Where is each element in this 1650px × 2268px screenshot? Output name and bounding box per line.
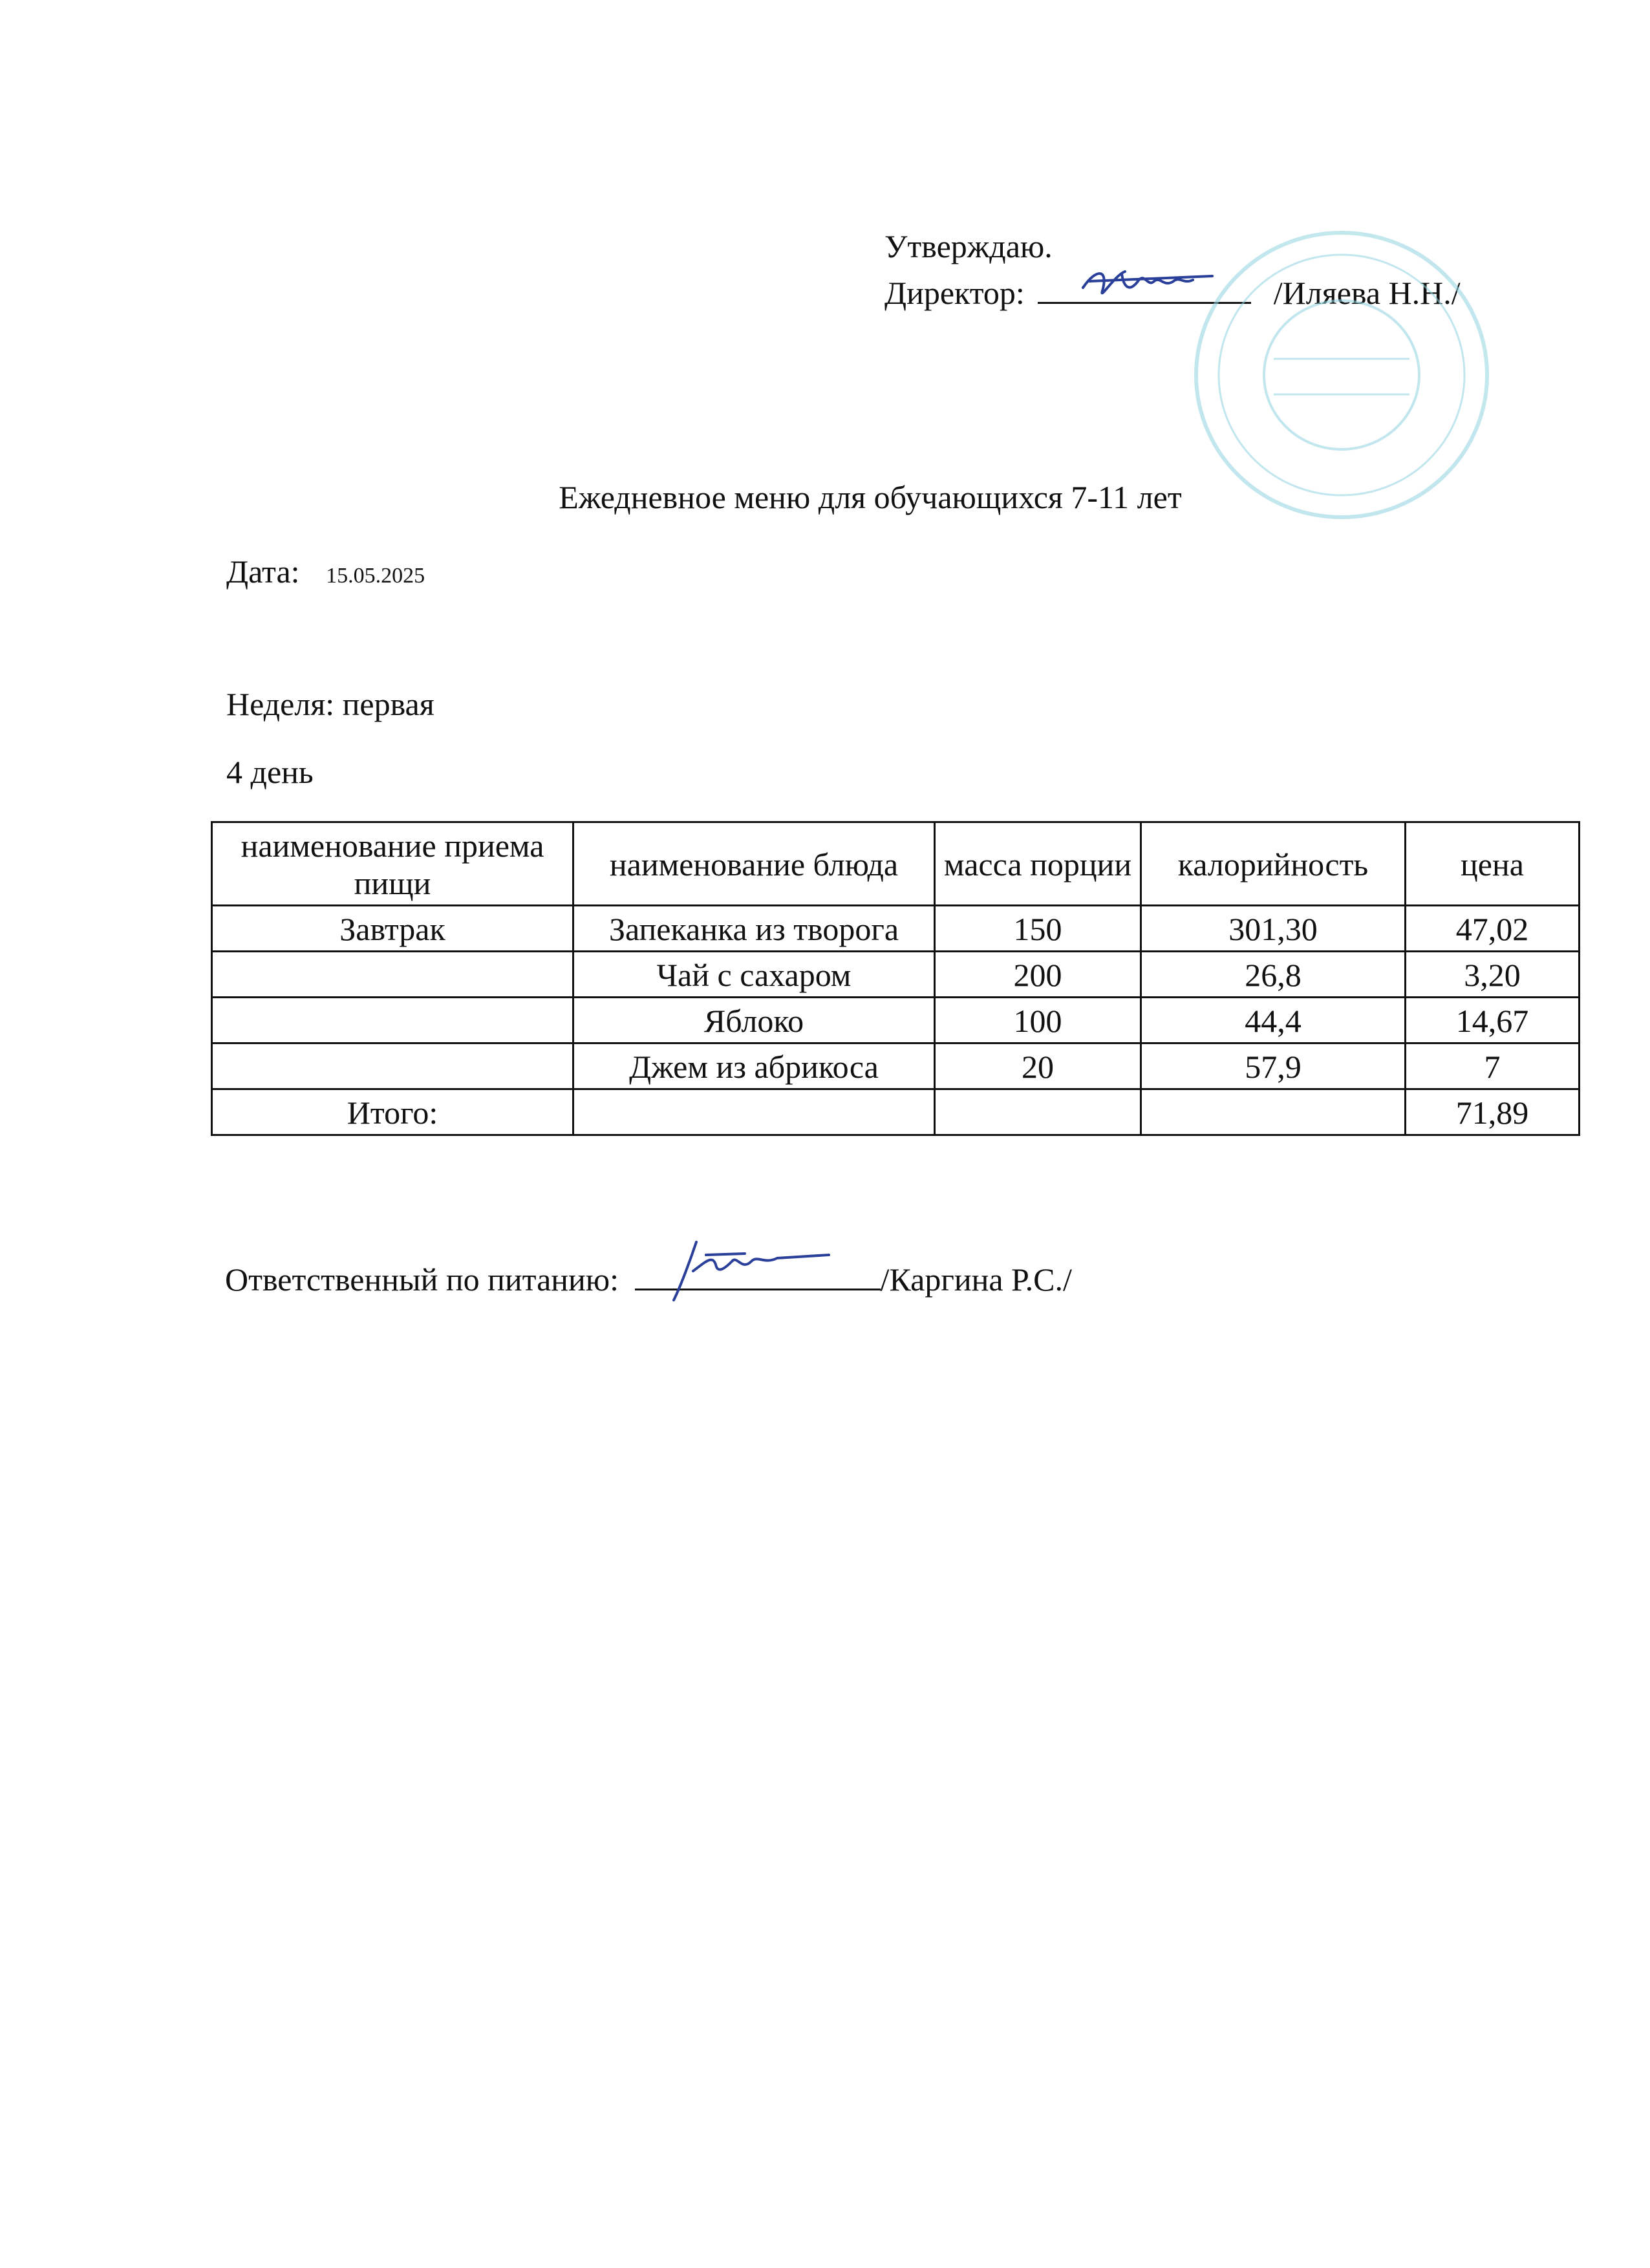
table-row xyxy=(212,906,1580,952)
header-calories: калорийность xyxy=(1141,822,1406,906)
cell-weight: 150 xyxy=(935,906,1141,952)
total-label: Итого: xyxy=(212,1089,573,1135)
cell-weight: 200 xyxy=(935,952,1141,998)
header-weight: масса порции xyxy=(935,822,1141,906)
approval-heading: Утверждаю. xyxy=(884,228,1053,264)
cell-meal xyxy=(212,952,573,998)
cell-dish: Яблоко xyxy=(573,998,935,1043)
week-line: Неделя: первая xyxy=(226,686,434,722)
cell-dish: Запеканка из творога xyxy=(573,906,935,952)
total-calories xyxy=(1141,1089,1406,1135)
table-row xyxy=(212,952,1580,998)
responsible-label: Ответственный по питанию: xyxy=(225,1261,619,1298)
responsible-name: /Каргина Р.С./ xyxy=(880,1261,1072,1298)
table-row xyxy=(212,1043,1580,1089)
table-row xyxy=(212,998,1580,1043)
cell-calories: 301,30 xyxy=(1141,906,1406,952)
date-line xyxy=(226,553,425,590)
cell-price: 3,20 xyxy=(1406,952,1580,998)
director-name: /Иляева Н.Н./ xyxy=(1273,275,1461,311)
date-value: 15.05.2025 xyxy=(326,564,425,588)
responsible-signature-line xyxy=(635,1263,881,1290)
total-price: 71,89 xyxy=(1406,1089,1580,1135)
cell-meal xyxy=(212,998,573,1043)
cell-calories: 44,4 xyxy=(1141,998,1406,1043)
menu-table xyxy=(211,821,1580,1136)
table-header-row xyxy=(212,822,1580,906)
total-dish xyxy=(573,1089,935,1135)
cell-weight: 100 xyxy=(935,998,1141,1043)
total-weight xyxy=(935,1089,1141,1135)
date-label: Дата: xyxy=(226,553,300,590)
header-price: цена xyxy=(1406,822,1580,906)
cell-calories: 57,9 xyxy=(1141,1043,1406,1089)
cell-price: 47,02 xyxy=(1406,906,1580,952)
day-line: 4 день xyxy=(226,754,314,790)
cell-meal: Завтрак xyxy=(212,906,573,952)
cell-calories: 26,8 xyxy=(1141,952,1406,998)
director-label: Директор: xyxy=(884,275,1025,311)
cell-dish: Чай с сахаром xyxy=(573,952,935,998)
responsible-signature-icon xyxy=(667,1236,835,1307)
page-title: Ежедневное меню для обучающихся 7-11 лет xyxy=(559,479,1182,515)
responsible-line xyxy=(225,1261,1072,1298)
cell-price: 14,67 xyxy=(1406,998,1580,1043)
cell-weight: 20 xyxy=(935,1043,1141,1089)
table-total-row xyxy=(212,1089,1580,1135)
cell-price: 7 xyxy=(1406,1043,1580,1089)
cell-meal xyxy=(212,1043,573,1089)
header-dish: наименование блюда xyxy=(573,822,935,906)
cell-dish: Джем из абрикоса xyxy=(573,1043,935,1089)
header-meal: наименование приема пищи xyxy=(212,822,573,906)
